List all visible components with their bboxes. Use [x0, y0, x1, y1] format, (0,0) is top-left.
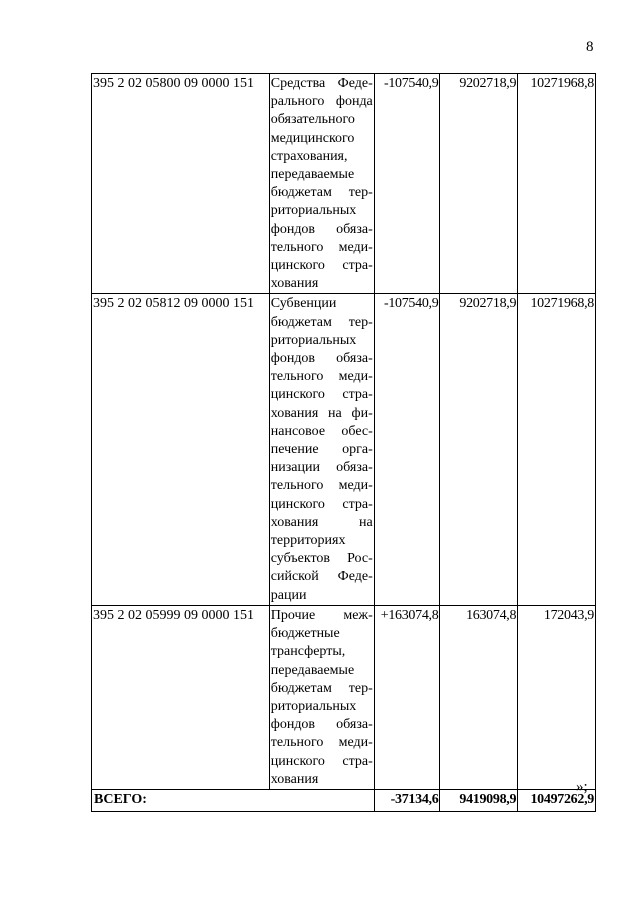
total-change: -37134,6 — [374, 789, 440, 811]
amount-change: +163074,8 — [374, 605, 440, 789]
total-year-2: 10497262,9 — [518, 789, 596, 811]
page-number: 8 — [586, 39, 594, 55]
budget-classification-code: 395 2 02 05812 09 0000 151 — [92, 294, 270, 605]
revenue-description: Субвенции бюджетам территориальных фондов обязательного медицинского страхования на финансовое обеспечение организации обязательного медицинского страхования на территориях субъектов Российской Федерации — [269, 294, 374, 605]
amount-year-2: 172043,9 — [518, 605, 596, 789]
table-row — [92, 74, 596, 294]
amount-year-2: 10271968,8 — [518, 74, 596, 294]
revenue-description: Прочие межбюджетные трансферты, передаваемые бюджетам территориальных фондов обязательного медицинского страхования — [269, 605, 374, 789]
table-row — [92, 605, 596, 789]
amount-year-1: 9202718,9 — [440, 294, 518, 605]
amount-change: -107540,9 — [374, 294, 440, 605]
amount-change: -107540,9 — [374, 74, 440, 294]
total-row — [92, 789, 596, 811]
amount-year-2: 10271968,8 — [518, 294, 596, 605]
budget-classification-code: 395 2 02 05999 09 0000 151 — [92, 605, 270, 789]
closing-quote: »; — [576, 779, 588, 795]
budget-classification-code: 395 2 02 05800 09 0000 151 — [92, 74, 270, 294]
total-year-1: 9419098,9 — [440, 789, 518, 811]
table-row — [92, 294, 596, 605]
amount-year-1: 9202718,9 — [440, 74, 518, 294]
amount-year-1: 163074,8 — [440, 605, 518, 789]
revenue-description: Средства Федерального фонда обязательного медицинского страхования, передаваемые бюджетам территориальных фондов обязательного медицинского страхования — [269, 74, 374, 294]
total-label: ВСЕГО: — [92, 789, 375, 811]
budget-revenue-table — [91, 73, 596, 812]
